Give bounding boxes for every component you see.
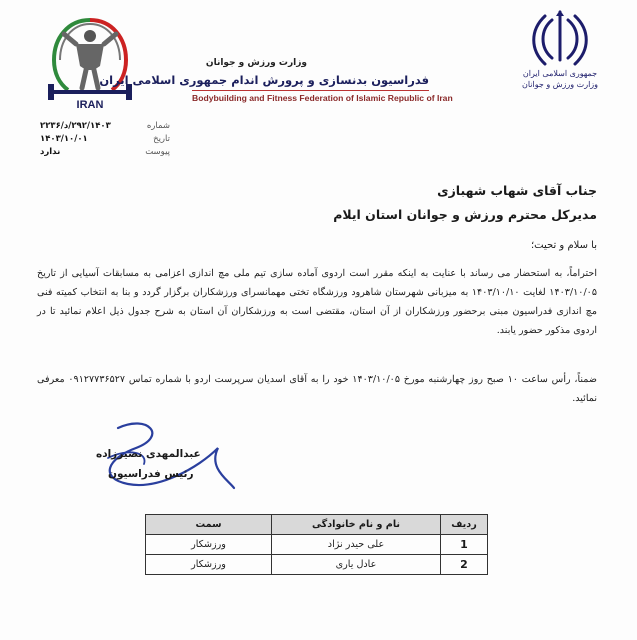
letter-meta — [40, 120, 170, 159]
emblem-icon — [532, 8, 588, 68]
table-header-row — [146, 515, 488, 535]
table-row — [146, 555, 488, 575]
table-row — [146, 535, 488, 555]
meta-attach-row — [40, 146, 170, 159]
bodybuilder-logo-icon — [40, 14, 140, 114]
greeting: با سلام و تحیت؛ — [531, 240, 597, 251]
meta-number-label: شماره — [146, 121, 170, 131]
col-header-name: نام و نام خانوادگی — [272, 515, 441, 535]
meta-date-row — [40, 133, 170, 146]
header-divider — [192, 90, 429, 91]
emblem-ministry: وزارت ورزش و جوانان — [521, 80, 599, 89]
meta-number-value: ۲۹۲/۱۴۰۳/د/۲۲۳۶ — [40, 121, 111, 131]
meta-date-label: تاریخ — [153, 134, 170, 144]
iran-emblem — [510, 8, 610, 113]
recipient-name: جناب آقای شهاب شهبازی — [437, 183, 597, 198]
recipient-title: مدیرکل محترم ورزش و جوانان استان ایلام — [333, 207, 597, 222]
cell-role: ورزشکار — [146, 535, 272, 555]
signatory-name: عبدالمهدی نصیرزاده — [96, 448, 201, 460]
logo-text: IRAN — [76, 99, 104, 111]
ministry-name: وزارت ورزش و جوانان — [205, 58, 307, 68]
federation-name-en: Bodybuilding and Fitness Federation of Islamic Republic of Iran — [192, 93, 453, 103]
col-header-row: ردیف — [441, 515, 488, 535]
meta-attach-value: ندارد — [40, 147, 61, 157]
cell-row-number: 1 — [441, 535, 488, 555]
cell-row-number: 2 — [441, 555, 488, 575]
athletes-table — [145, 514, 488, 575]
emblem-country: جمهوری اسلامی ایران — [522, 69, 598, 78]
meta-attach-label: پیوست — [145, 147, 170, 157]
body-paragraph-2: ضمناً، رأس ساعت ۱۰ صبح روز چهارشنبه مورخ ۱۴۰۳/۱۰/۰۵ خود را به آقای اسدیان سرپرست اردو با شماره تماس ۰۹۱۲۷۷۳۶۵۲۷ معرفی نمائید. — [37, 374, 597, 404]
cell-name: علی حیدر نژاد — [272, 535, 441, 555]
meta-number-row — [40, 120, 170, 133]
body-paragraph-1: احتراماً، به استحضار می رساند با عنایت به اینکه مقرر است اردوی آماده سازی تیم ملی مچ اندازی اعزامی به مسابقات آسیایی از تاریخ ۱۴۰۳/۱۰/۰۵ لغایت ۱۴۰۳/۱۰/۱۰ به میزبانی شهرستان شاهرود ورزشگاه تختی مهمانسرای ورزشکاران برگزار گردد و بنا به انتخاب کمیته فنی مچ اندازی فدراسیون مبنی برحضور ورزشکاران از آن استان، مقتضی است به ورزشکاران آن استان به شرح جدول ذیل اعلام نمائید تا در اردوی مذکور حضور یابند. — [37, 268, 597, 336]
col-header-role: سمت — [146, 515, 272, 535]
meta-date-value: ۱۴۰۳/۱۰/۰۱ — [40, 134, 88, 144]
federation-name-fa: فدراسیون بدنسازی و پرورش اندام جمهوری اسلامی ایران — [99, 73, 429, 87]
federation-logo — [40, 14, 140, 114]
cell-name: عادل یاری — [272, 555, 441, 575]
cell-role: ورزشکار — [146, 555, 272, 575]
signatory-title: رئیس فدراسیون — [108, 468, 194, 480]
